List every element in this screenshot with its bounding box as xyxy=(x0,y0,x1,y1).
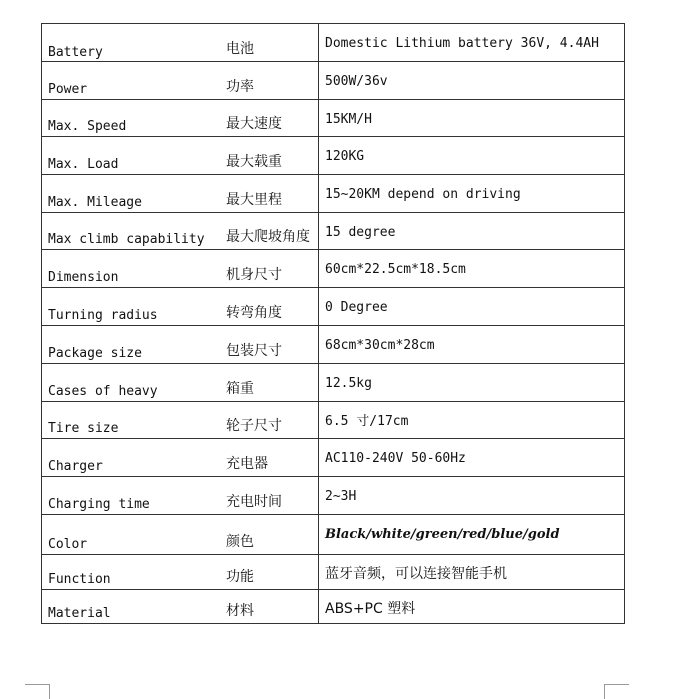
table-row xyxy=(42,213,625,250)
table-row xyxy=(42,62,625,100)
spec-value: 60cm*22.5cm*18.5cm xyxy=(319,250,625,288)
page-corner-mark xyxy=(604,684,629,699)
spec-label-zh: 电池 xyxy=(220,24,319,62)
table-row xyxy=(42,100,625,137)
spec-value: Black/white/green/red/blue/gold xyxy=(319,515,625,555)
table-row xyxy=(42,175,625,213)
spec-label-zh: 包装尺寸 xyxy=(220,326,319,364)
spec-label-zh: 功能 xyxy=(220,555,319,590)
spec-value: 120KG xyxy=(319,137,625,175)
spec-label-en: Turning radius xyxy=(42,288,221,326)
spec-value: AC110-240V 50-60Hz xyxy=(319,439,625,477)
spec-value: 0 Degree xyxy=(319,288,625,326)
spec-label-zh: 转弯角度 xyxy=(220,288,319,326)
spec-value: 12.5kg xyxy=(319,364,625,402)
table-row xyxy=(42,288,625,326)
spec-label-en: Battery xyxy=(42,24,221,62)
table-row xyxy=(42,137,625,175)
spec-label-en: Color xyxy=(42,515,221,555)
spec-value: ABS+PC 塑料 xyxy=(319,590,625,624)
spec-label-en: Material xyxy=(42,590,221,624)
spec-label-zh: 颜色 xyxy=(220,515,319,555)
table-row xyxy=(42,555,625,590)
spec-label-en: Charging time xyxy=(42,477,221,515)
table-row xyxy=(42,590,625,624)
spec-table xyxy=(41,23,625,624)
spec-label-zh: 机身尺寸 xyxy=(220,250,319,288)
spec-label-zh: 功率 xyxy=(220,62,319,100)
spec-label-en: Cases of heavy xyxy=(42,364,221,402)
spec-label-zh: 轮子尺寸 xyxy=(220,402,319,439)
spec-label-en: Package size xyxy=(42,326,221,364)
table-row xyxy=(42,515,625,555)
spec-label-zh: 充电器 xyxy=(220,439,319,477)
spec-label-zh: 最大里程 xyxy=(220,175,319,213)
table-row xyxy=(42,24,625,62)
spec-label-zh: 材料 xyxy=(220,590,319,624)
spec-label-en: Max. Mileage xyxy=(42,175,221,213)
table-row xyxy=(42,364,625,402)
spec-label-zh: 最大载重 xyxy=(220,137,319,175)
spec-value: 68cm*30cm*28cm xyxy=(319,326,625,364)
table-row xyxy=(42,250,625,288)
spec-label-en: Power xyxy=(42,62,221,100)
table-row xyxy=(42,402,625,439)
spec-label-en: Tire size xyxy=(42,402,221,439)
spec-value: 15~20KM depend on driving xyxy=(319,175,625,213)
page-corner-mark xyxy=(25,684,50,699)
table-row xyxy=(42,326,625,364)
spec-value: 15 degree xyxy=(319,213,625,250)
spec-label-zh: 最大爬坡角度 xyxy=(220,213,319,250)
spec-label-en: Max climb capability xyxy=(42,213,221,250)
spec-value: 蓝牙音频，可以连接智能手机 xyxy=(319,555,625,590)
spec-value: 2~3H xyxy=(319,477,625,515)
spec-value: Domestic Lithium battery 36V, 4.4AH xyxy=(319,24,625,62)
spec-value: 6.5 寸/17cm xyxy=(319,402,625,439)
table-row xyxy=(42,439,625,477)
spec-value: 500W/36v xyxy=(319,62,625,100)
spec-label-zh: 最大速度 xyxy=(220,100,319,137)
table-row xyxy=(42,477,625,515)
spec-label-zh: 充电时间 xyxy=(220,477,319,515)
spec-label-en: Max. Load xyxy=(42,137,221,175)
spec-label-zh: 箱重 xyxy=(220,364,319,402)
spec-label-en: Dimension xyxy=(42,250,221,288)
spec-label-en: Charger xyxy=(42,439,221,477)
spec-label-en: Function xyxy=(42,555,221,590)
spec-label-en: Max. Speed xyxy=(42,100,221,137)
spec-value: 15KM/H xyxy=(319,100,625,137)
